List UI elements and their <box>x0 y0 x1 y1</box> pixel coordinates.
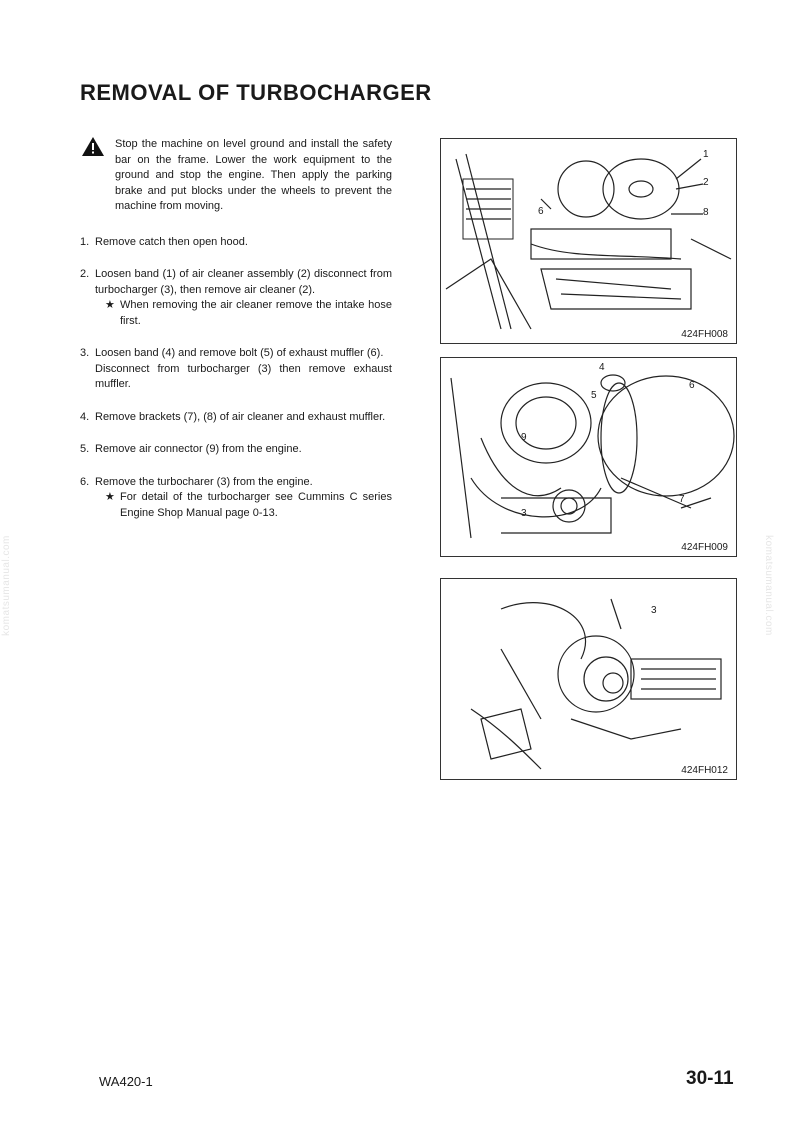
step-text: Remove air connector (9) from the engine. <box>95 443 302 455</box>
page-title: REMOVAL OF TURBOCHARGER <box>80 80 432 105</box>
step-6 <box>80 475 392 522</box>
procedure-text <box>80 137 392 538</box>
step-text: Remove the turbocharer (3) from the engine. <box>95 475 313 488</box>
step-number: 1. <box>80 235 90 248</box>
note-text: For detail of the turbocharger see Cummins C series Engine Shop Manual page 0-13. <box>120 491 392 519</box>
page-number: 30-11 <box>686 1068 734 1089</box>
step-note <box>95 490 392 521</box>
step-2 <box>80 267 392 329</box>
step-4 <box>80 410 392 426</box>
step-text: Loosen band (4) and remove bolt (5) of exhaust muffler (6). <box>95 347 384 359</box>
callout-4: 4 <box>599 362 605 373</box>
figure-label: 424FH008 <box>681 329 728 340</box>
watermark-right: komatsumanual.com <box>762 535 774 636</box>
step-text: Remove brackets (7), (8) of air cleaner and exhaust muffler. <box>95 410 386 423</box>
step-number: 4. <box>80 410 90 423</box>
warning-text: Stop the machine on level ground and install the safety bar on the frame. Lower the work equipment to the ground and stop the engine. Then apply the parking brake and put blocks under the wheels to prevent the machine from moving. <box>115 138 392 212</box>
step-text: Loosen band (1) of air cleaner assembly (2) disconnect from turbocharger (3), then remove air cleaner (2). <box>95 268 392 296</box>
figure-air-cleaner <box>440 138 737 344</box>
step-note <box>95 298 392 329</box>
turbocharger-illustration <box>441 579 736 779</box>
figure-exhaust-muffler <box>440 357 737 557</box>
step-number: 5. <box>80 443 90 455</box>
figure-label: 424FH009 <box>681 542 728 553</box>
step-1 <box>80 235 392 251</box>
star-icon: ★ <box>105 491 115 503</box>
callout-5: 5 <box>591 390 597 401</box>
step-5 <box>80 442 392 458</box>
step-text-continued: Disconnect from turbocharger (3) then remove exhaust muffler. <box>95 362 392 390</box>
step-number: 6. <box>80 475 90 488</box>
callout-9: 9 <box>521 432 527 443</box>
safety-warning <box>80 137 392 215</box>
callout-7: 7 <box>679 494 685 505</box>
step-number: 2. <box>80 268 90 280</box>
figure-label: 424FH012 <box>681 765 728 776</box>
callout-8: 8 <box>703 207 709 218</box>
star-icon: ★ <box>105 299 115 311</box>
air-cleaner-illustration <box>441 139 736 343</box>
callout-6: 6 <box>689 380 695 391</box>
callout-3: 3 <box>651 605 657 616</box>
step-number: 3. <box>80 347 90 359</box>
model-number: WA420-1 <box>99 1074 153 1089</box>
note-text: When removing the air cleaner remove the intake hose first. <box>120 299 392 327</box>
step-3 <box>80 346 392 393</box>
callout-1: 1 <box>703 149 709 160</box>
callout-3: 3 <box>521 508 527 519</box>
callout-6: 6 <box>538 206 544 217</box>
watermark-left: komatsumanual.com <box>0 535 12 636</box>
callout-2: 2 <box>703 177 709 188</box>
warning-triangle-icon <box>82 137 104 156</box>
figure-turbocharger <box>440 578 737 780</box>
step-text: Remove catch then open hood. <box>95 235 248 248</box>
